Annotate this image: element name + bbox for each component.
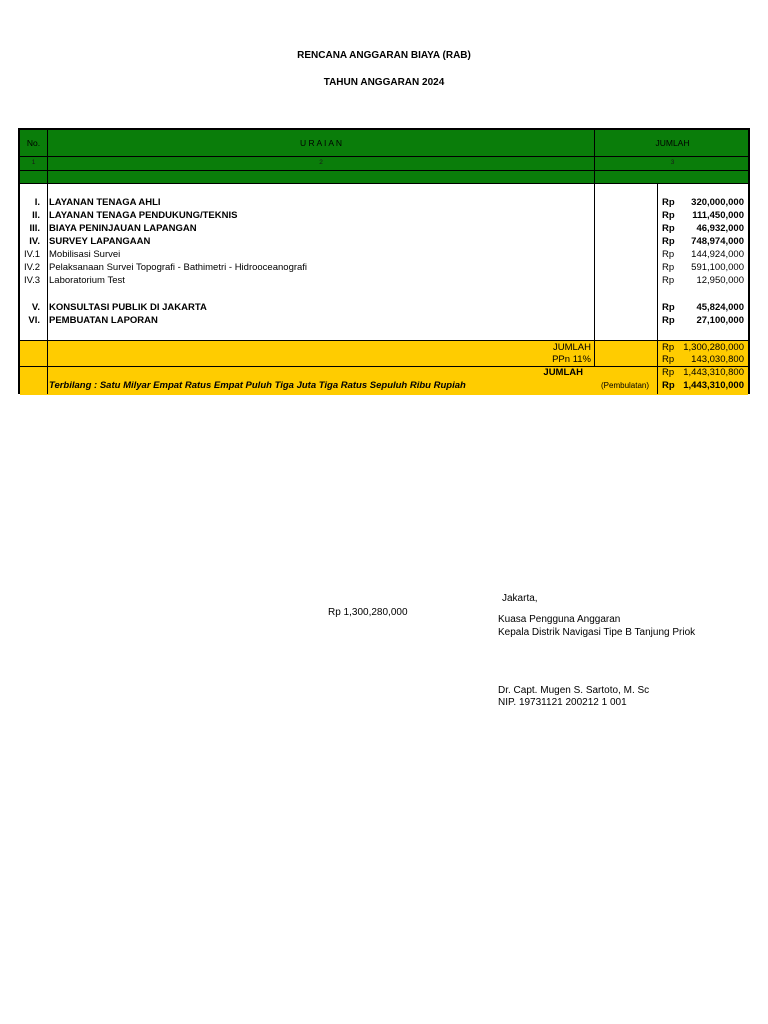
total-row — [20, 366, 748, 379]
row-currency: Rp — [662, 262, 675, 273]
row-amount: 46,932,000 — [696, 223, 744, 234]
row-amount: 12,950,000 — [696, 275, 744, 286]
signature-role: Kuasa Pengguna Anggaran — [498, 614, 621, 625]
rounded-total-row — [20, 379, 748, 392]
table-spacer-row — [20, 171, 748, 184]
table-header — [20, 130, 748, 157]
row-description: LAYANAN TENAGA PENDUKUNG/TEKNIS — [49, 210, 238, 221]
row-amount: 591,100,000 — [691, 262, 744, 273]
table-row — [20, 222, 748, 235]
row-amount: 27,100,000 — [696, 315, 744, 326]
note-amount: Rp 1,300,280,000 — [328, 607, 408, 618]
table-row — [20, 301, 748, 314]
row-amount: 748,974,000 — [691, 236, 744, 247]
total-amount: 1,443,310,800 — [683, 367, 744, 378]
row-currency: Rp — [662, 315, 675, 326]
row-number: II. — [32, 210, 40, 221]
row-amount: 111,450,000 — [692, 210, 744, 221]
document-title: RENCANA ANGGARAN BIAYA (RAB) — [297, 50, 471, 61]
signatory-nip: NIP. 19731121 200212 1 001 — [498, 697, 627, 708]
row-currency: Rp — [662, 302, 675, 313]
row-description: SURVEY LAPANGAAN — [49, 236, 151, 247]
rounded-currency: Rp — [662, 380, 675, 391]
total-currency: Rp — [662, 367, 675, 378]
tax-amount: 143,030,800 — [691, 354, 744, 365]
row-currency: Rp — [662, 223, 675, 234]
column-number-3: 3 — [670, 159, 675, 166]
row-description: Mobilisasi Survei — [49, 249, 121, 260]
table-column-numbers — [20, 157, 748, 171]
subtotal-label: JUMLAH — [552, 342, 591, 353]
table-row — [20, 248, 748, 261]
document-subtitle: TAHUN ANGGARAN 2024 — [323, 77, 445, 88]
column-number-1: 1 — [31, 159, 36, 166]
subtotal-amount: 1,300,280,000 — [683, 342, 744, 353]
signature-position: Kepala Distrik Navigasi Tipe B Tanjung Priok — [498, 627, 696, 638]
header-uraian: U R A I A N — [299, 138, 343, 148]
table-row — [20, 274, 748, 287]
row-currency: Rp — [662, 249, 675, 260]
row-number: III. — [29, 223, 40, 234]
subtotal-currency: Rp — [662, 342, 675, 353]
table-row — [20, 235, 748, 248]
row-description: KONSULTASI PUBLIK DI JAKARTA — [49, 302, 207, 313]
row-description: LAYANAN TENAGA AHLI — [49, 197, 161, 208]
row-number: IV.1 — [23, 249, 40, 260]
row-description: Pelaksanaan Survei Topografi - Bathimetri - Hidrooceanografi — [49, 262, 308, 273]
row-amount: 320,000,000 — [691, 197, 744, 208]
row-number: IV.3 — [23, 275, 40, 286]
header-jumlah: JUMLAH — [655, 138, 690, 148]
table-row — [20, 209, 748, 222]
rounded-amount: 1,443,310,000 — [683, 380, 744, 391]
row-description: BIAYA PENINJAUAN LAPANGAN — [49, 223, 197, 234]
row-number: IV. — [29, 236, 40, 247]
row-amount: 144,924,000 — [691, 249, 744, 260]
row-currency: Rp — [662, 210, 675, 221]
row-currency: Rp — [662, 236, 675, 247]
signature-place: Jakarta, — [502, 593, 538, 604]
row-number: I. — [34, 197, 40, 208]
amount-in-words: Terbilang : Satu Milyar Empat Ratus Empat Puluh Tiga Juta Tiga Ratus Sepuluh Ribu Rupiah — [49, 380, 466, 391]
summary-section — [20, 340, 748, 395]
row-number: V. — [31, 302, 40, 313]
rounding-label: (Pembulatan) — [601, 381, 650, 390]
tax-currency: Rp — [662, 354, 675, 365]
row-description: PEMBUATAN LAPORAN — [49, 315, 158, 326]
table-row — [20, 314, 748, 327]
row-currency: Rp — [662, 197, 675, 208]
row-currency: Rp — [662, 275, 675, 286]
row-number: VI. — [28, 315, 40, 326]
row-amount: 45,824,000 — [696, 302, 744, 313]
header-no: No. — [26, 138, 41, 148]
column-number-2: 2 — [319, 159, 323, 166]
total-label: JUMLAH — [543, 367, 583, 378]
table-row — [20, 261, 748, 274]
signatory-name: Dr. Capt. Mugen S. Sartoto, M. Sc — [498, 685, 650, 696]
row-description: Laboratorium Test — [49, 275, 125, 286]
tax-row — [20, 353, 748, 366]
budget-table — [18, 128, 750, 394]
row-number: IV.2 — [23, 262, 40, 273]
table-row — [20, 196, 748, 209]
tax-label: PPn 11% — [552, 354, 591, 365]
